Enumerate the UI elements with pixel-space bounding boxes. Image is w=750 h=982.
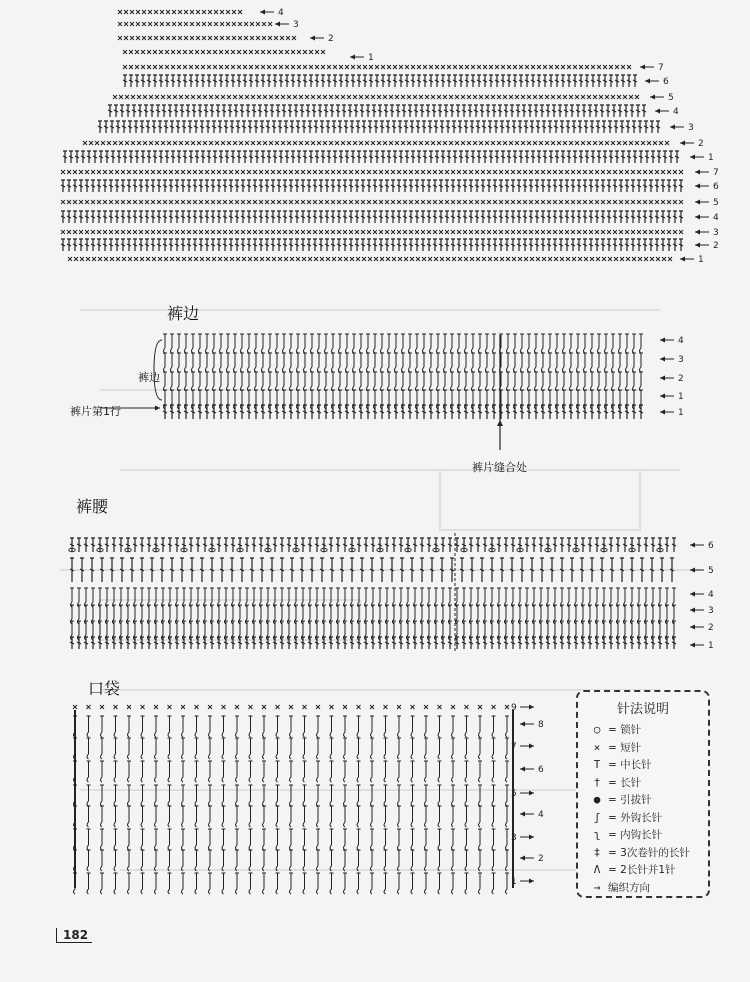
legend-label: = 2长针并1针 [608, 864, 676, 877]
legend-symbol: → [593, 880, 601, 894]
single-crochet-row [61, 200, 683, 204]
row-direction-arrow [520, 720, 544, 730]
legend-label: = 长针 [608, 776, 642, 789]
svg-text:7: 7 [658, 63, 664, 73]
row-direction-arrow [695, 198, 719, 208]
row-direction-arrow [650, 93, 674, 103]
svg-text:3: 3 [678, 355, 684, 365]
legend-item [586, 721, 700, 739]
row-direction-arrow [695, 182, 719, 192]
row-direction-arrow [695, 168, 719, 178]
row-direction-arrow [660, 408, 684, 418]
svg-text:5: 5 [708, 566, 714, 576]
legend-item [586, 809, 700, 827]
trouser-edge-chart [60, 325, 700, 460]
legend-item [586, 774, 700, 792]
treble-row [70, 538, 676, 552]
svg-text:4: 4 [678, 336, 684, 346]
treble-row [123, 75, 637, 87]
single-crochet-row [73, 705, 509, 709]
row-direction-arrow [520, 854, 544, 864]
row-direction-arrow [640, 63, 664, 73]
svg-text:4: 4 [708, 590, 714, 600]
trouser-piece-row1-label: 裤片第1行 [70, 405, 121, 418]
svg-text:1: 1 [678, 408, 684, 418]
legend-symbol: ○ [593, 723, 601, 737]
post-stitch-row [73, 873, 509, 894]
waistband-chart [60, 528, 730, 658]
legend-item [586, 879, 700, 897]
svg-text:4: 4 [713, 213, 719, 223]
row-direction-arrow [695, 241, 719, 251]
single-crochet-row [61, 230, 683, 234]
treble-row [63, 151, 679, 163]
svg-text:4: 4 [538, 810, 544, 820]
svg-text:6: 6 [713, 182, 719, 192]
post-stitch-row [70, 588, 676, 607]
post-stitch-row [73, 716, 509, 737]
legend-label: = 外钩长针 [608, 811, 663, 824]
svg-text:3: 3 [688, 123, 694, 133]
legend-symbol: ʃ [593, 810, 601, 824]
svg-text:2: 2 [698, 139, 704, 149]
row-direction-arrow [645, 77, 669, 87]
single-crochet-row [118, 36, 296, 40]
legend-item [586, 861, 700, 879]
svg-text:7: 7 [713, 168, 719, 178]
post-stitch-row [73, 850, 509, 871]
row-direction-arrow [275, 20, 299, 30]
row-direction-arrow [690, 541, 714, 551]
svg-text:8: 8 [538, 720, 544, 730]
svg-text:5: 5 [668, 93, 674, 103]
row-direction-arrow [680, 255, 704, 265]
treble-row [70, 637, 676, 649]
row-direction-arrow [511, 877, 534, 887]
row-direction-arrow [350, 53, 374, 63]
row-direction-arrow [511, 703, 534, 713]
svg-text:4: 4 [278, 8, 284, 18]
legend-items [586, 721, 700, 896]
treble-row [108, 105, 646, 117]
stitch-legend [576, 690, 710, 898]
single-crochet-row [123, 50, 325, 54]
svg-text:1: 1 [708, 153, 714, 163]
trouser-edge-title: 裤边 [167, 304, 200, 323]
post-stitch-row [163, 353, 643, 372]
svg-text:2: 2 [713, 241, 719, 251]
legend-symbol: ‡ [593, 845, 601, 859]
single-crochet-row [68, 257, 672, 261]
treble-row [61, 180, 683, 192]
legend-item [586, 739, 700, 757]
svg-text:5: 5 [511, 789, 517, 799]
row-direction-arrow [260, 8, 284, 18]
svg-text:1: 1 [678, 392, 684, 402]
legend-symbol: T [593, 758, 601, 772]
svg-text:2: 2 [538, 854, 544, 864]
legend-title: 针法说明 [616, 702, 669, 717]
post-stitch-row [73, 829, 509, 850]
treble-row [98, 121, 660, 133]
row-direction-arrow [680, 139, 704, 149]
top-stitch-chart [55, 5, 719, 270]
legend-symbol: † [593, 775, 601, 789]
pocket-chart [65, 700, 570, 895]
treble-row [163, 405, 643, 419]
svg-text:6: 6 [663, 77, 669, 87]
row-direction-arrow [660, 355, 684, 365]
seam-arrow [497, 420, 503, 426]
post-stitch-row [73, 761, 509, 782]
svg-text:1: 1 [708, 641, 714, 651]
svg-text:3: 3 [293, 20, 299, 30]
svg-text:6: 6 [538, 765, 544, 775]
seam-label: 裤片缝合处 [472, 461, 527, 474]
pocket-title: 口袋 [88, 679, 121, 698]
post-stitch-row [73, 785, 509, 806]
legend-label: = 锁针 [608, 724, 642, 737]
single-crochet-row [83, 141, 669, 145]
svg-text:3: 3 [708, 606, 714, 616]
legend-label: 编织方向 [608, 881, 650, 894]
svg-text:2: 2 [678, 374, 684, 384]
row-direction-arrow [511, 742, 534, 752]
single-crochet-row [123, 65, 631, 69]
row-direction-arrow [660, 374, 684, 384]
legend-item [586, 756, 700, 774]
legend-label: = 3次卷针的长针 [608, 846, 690, 859]
svg-text:7: 7 [511, 742, 517, 752]
single-crochet-row [118, 10, 242, 14]
svg-text:1: 1 [511, 877, 517, 887]
row-direction-arrow [690, 623, 714, 633]
row-direction-arrow [695, 228, 719, 238]
row-direction-arrow [660, 336, 684, 346]
row-direction-arrow [520, 810, 544, 820]
page-number: 182 [56, 928, 92, 943]
legend-label: = 短针 [608, 741, 642, 754]
svg-text:2: 2 [708, 623, 714, 633]
row-direction-arrow [670, 123, 694, 133]
row-direction-arrow [690, 641, 714, 651]
legend-symbol: Λ [593, 863, 601, 877]
svg-text:9: 9 [511, 703, 517, 713]
legend-item [586, 791, 700, 809]
svg-text:6: 6 [708, 541, 714, 551]
row-direction-arrow [660, 392, 684, 402]
treble-row [70, 558, 674, 582]
svg-text:4: 4 [673, 107, 679, 117]
row-direction-arrow [511, 789, 534, 799]
legend-symbol: ● [593, 793, 601, 807]
trouser-edge-label: 裤边 [138, 371, 160, 384]
legend-item [586, 844, 700, 862]
post-stitch-row [73, 806, 509, 827]
svg-text:3: 3 [511, 833, 517, 843]
legend-label: = 引拔针 [608, 794, 652, 807]
waistband-title: 裤腰 [76, 497, 109, 516]
edge-bracket [154, 340, 162, 400]
single-crochet-row [118, 22, 272, 26]
row1-pointer-head [155, 406, 160, 411]
treble-row [61, 239, 683, 251]
post-stitch-row [163, 372, 643, 391]
svg-text:3: 3 [713, 228, 719, 238]
legend-item [586, 826, 700, 844]
legend-label: = 中长针 [608, 759, 652, 772]
post-stitch-row [73, 738, 509, 759]
svg-text:1: 1 [368, 53, 374, 63]
legend-symbol: × [593, 740, 601, 754]
row-direction-arrow [310, 34, 334, 44]
row-direction-arrow [690, 566, 714, 576]
treble-row [61, 211, 683, 223]
row-direction-arrow [511, 833, 534, 843]
row-direction-arrow [695, 213, 719, 223]
row-direction-arrow [690, 153, 714, 163]
single-crochet-row [113, 95, 639, 99]
svg-text:5: 5 [713, 198, 719, 208]
row-direction-arrow [690, 606, 714, 616]
svg-text:1: 1 [698, 255, 704, 265]
single-crochet-row [61, 170, 683, 174]
legend-label: = 内钩长针 [608, 829, 663, 842]
post-stitch-row [163, 334, 643, 353]
svg-text:2: 2 [328, 34, 334, 44]
row-direction-arrow [655, 107, 679, 117]
row-direction-arrow [690, 590, 714, 600]
legend-symbol: ʅ [593, 828, 601, 842]
row-direction-arrow [520, 765, 544, 775]
